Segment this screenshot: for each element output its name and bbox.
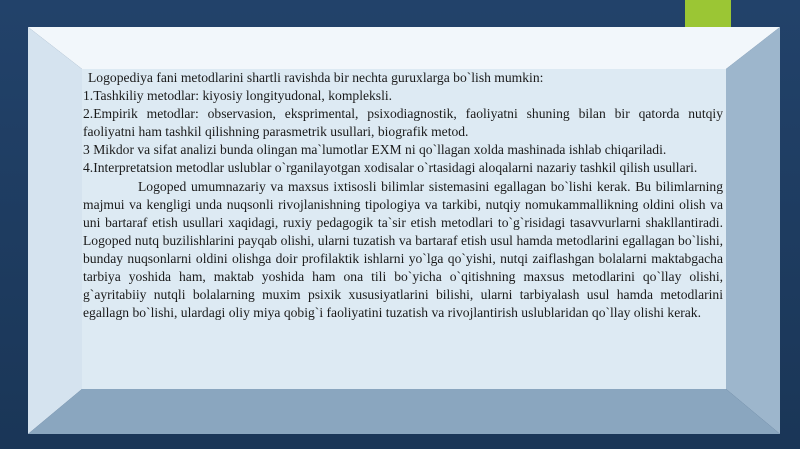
method-item-4: 4.Interpretatsion metodlar uslublar o`rganilayotgan xodisalar o`rtasidagi aloqalarni nazariy tashkil qilish usullari. (83, 160, 698, 176)
accent-square (685, 0, 731, 28)
bevel-right (726, 27, 780, 434)
bevel-left (28, 27, 82, 434)
method-item-2: 2.Empirik metodlar: observasion, eksprimental, psixodiagnostik, faoliyatni shuning bilan bir qatorda nutqiy faoliyatni ham tashkil qilishning parasmetrik usullari, biografik metod. (83, 106, 723, 140)
method-item-3: 3 Mikdor va sifat analizi bunda olingan ma`lumotlar EXM ni qo`llagan xolda mashinada ishlab chiqariladi. (83, 142, 667, 158)
bevel-top (28, 27, 780, 69)
logoped-paragraph: Logoped umumnazariy va maxsus ixtisosli bilimlar sistemasini egallagan bo`lishi kerak. Bu bilimlarning majmui va kengligi unda nuqsonli rivojlanishning tipologiya va tarkibi, nutqiy nomukammallikning oldini olish va uni bartaraf etish usullari xaqidagi, ruxiy pedagogik ta`sir etish metodlari to`g`risidagi tasavvurlarni shakllantiradi. Logoped nutq buzilishlarini payqab olishi, ularni tuzatish va bartaraf etish usul hamda metodlarini egallagan bo`lishi, bunday nuqsonlarni oldini olishga doir profilaktik ishlarni yo`lga qo`yishi, nutqi zaiflashgan bolalarni maktabgacha tarbiya yoshida ham, maktab yoshida ham ona tili bo`yicha o`qitishning maxsus metodlarini qo`llay olishi, g`ayritabiiy nutqli bolalarning muxim psixik xususiyatlarini bilishi, ularni tarbiyalash usul hamda metodlarini egallagn bo`lishi, ulardagi oliy miya qobig`i faoliyatini tuzatish va rivojlantirish uslublaridan qo`llay olishi kerak. (83, 178, 723, 321)
method-item-1: 1.Tashkiliy metodlar: kiyosiy longityudonal, kompleksli. (83, 88, 393, 104)
bevel-bottom (28, 389, 780, 434)
slide-text (83, 69, 723, 322)
intro-line: Logopediya fani metodlarini shartli ravishda bir nechta guruxlarga bo`lish mumkin: (88, 70, 544, 85)
